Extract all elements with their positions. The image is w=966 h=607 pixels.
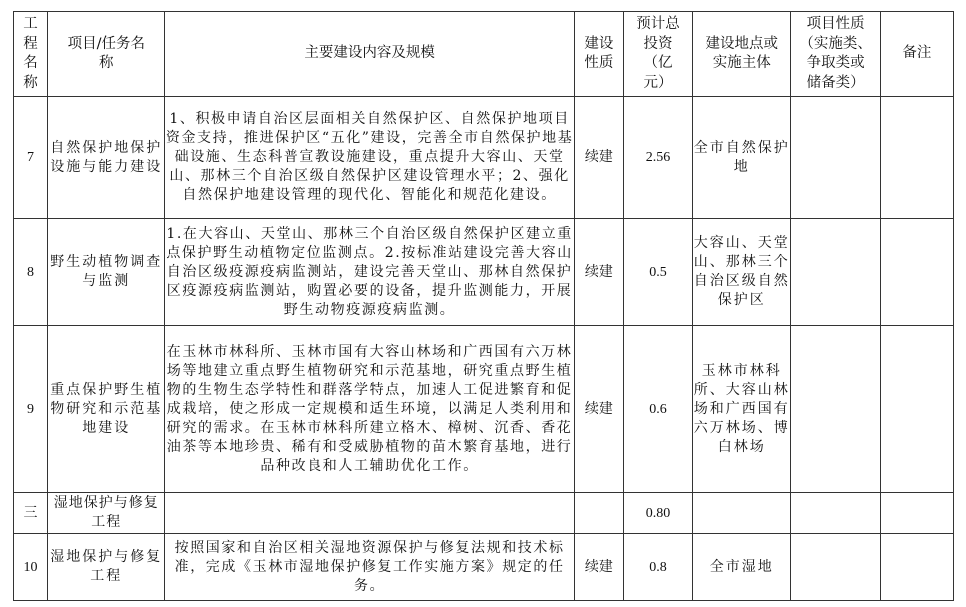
construction-nature: 续建 [574,97,623,219]
section-name: 湿地保护与修复工程 [48,493,165,534]
project-name: 自然保护地保护设施与能力建设 [48,97,165,219]
location: 大容山、天堂山、那林三个自治区级自然保护区 [693,219,791,326]
location: 玉林市林科所、大容山林场和广西国有六万林场、博白林场 [693,326,791,493]
section-location [693,493,791,534]
table-row [14,219,954,326]
header-main-content: 主要建设内容及规模 [165,12,574,97]
remark [880,219,953,326]
estimated-investment: 0.8 [623,534,692,601]
section-row [14,493,954,534]
row-number: 10 [14,534,48,601]
table-row [14,534,954,601]
project-name: 野生动植物调查与监测 [48,219,165,326]
construction-nature: 续建 [574,534,623,601]
construction-nature: 续建 [574,326,623,493]
header-project-name: 项目/任务名 称 [48,12,165,97]
construction-nature: 续建 [574,219,623,326]
section-type [791,493,880,534]
project-name: 重点保护野生植物研究和示范基地建设 [48,326,165,493]
project-type [791,534,880,601]
estimated-investment: 2.56 [623,97,692,219]
section-content [165,493,574,534]
project-type [791,97,880,219]
header-project-type: 项目性质 （实施类、 争取类或 储备类） [791,12,880,97]
project-type [791,326,880,493]
table-row [14,97,954,219]
location: 全市自然保护地 [693,97,791,219]
project-content: 按照国家和自治区相关湿地资源保护与修复法规和技术标准，完成《玉林市湿地保护修复工作实施方案》规定的任务。 [165,534,574,601]
row-number: 7 [14,97,48,219]
location: 全市湿地 [693,534,791,601]
remark [880,326,953,493]
header-remark: 备注 [880,12,953,97]
table-row [14,326,954,493]
estimated-investment: 0.6 [623,326,692,493]
section-number: 三 [14,493,48,534]
project-name: 湿地保护与修复工程 [48,534,165,601]
estimated-investment: 0.5 [623,219,692,326]
remark [880,97,953,219]
table-header-row [14,12,954,97]
remark [880,534,953,601]
project-type [791,219,880,326]
project-content: 1.在大容山、天堂山、那林三个自治区级自然保护区建立重点保护野生动植物定位监测点。2.按标准站建设完善大容山自治区级疫源疫病监测站，建设完善天堂山、那林自然保护区疫源疫病监测站，购置必要的设备，提升监测能力，开展野生动物疫源疫病监测。 [165,219,574,326]
project-table [13,11,954,601]
header-project-category: 工 程 名 称 [14,12,48,97]
project-content: 1、积极申请自治区层面相关自然保护区、自然保护地项目资金支持，推进保护区“五化”建设，完善全市自然保护地基础设施、生态科普宣教设施建设，重点提升大容山、天堂山、那林三个自治区级自然保护区建设管理水平；2、强化自然保护地建设管理的现代化、智能化和规范化建设。 [165,97,574,219]
section-nature [574,493,623,534]
row-number: 8 [14,219,48,326]
header-estimated-investment: 预计总 投资 （亿 元） [623,12,692,97]
header-construction-nature: 建设 性质 [574,12,623,97]
row-number: 9 [14,326,48,493]
header-location: 建设地点或 实施主体 [693,12,791,97]
section-investment: 0.80 [623,493,692,534]
section-remark [880,493,953,534]
project-content: 在玉林市林科所、玉林市国有大容山林场和广西国有六万林场等地建立重点野生植物研究和示范基地，研究重点野生植物的生物生态学特性和群落学特点，加速人工促进繁育和促成栽培，使之形成一定规模和适生环境，以满足人类利用和研究的需求。在玉林市林科所建立格木、樟树、沉香、香花油茶等本地珍贵、稀有和受威胁植物的苗木繁育基地，进行品种改良和人工辅助优化工作。 [165,326,574,493]
